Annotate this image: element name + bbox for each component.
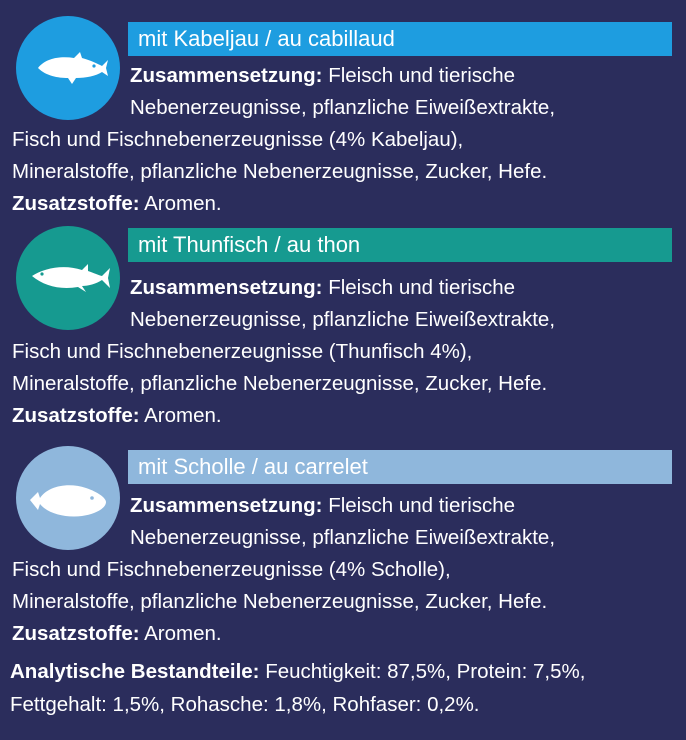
composition-line-2: Nebenerzeugnisse, pflanzliche Eiweißextrakte,	[130, 308, 556, 331]
additives-value: Aromen.	[139, 404, 222, 427]
composition-line-1	[130, 64, 515, 88]
tuna-fish-icon	[16, 226, 120, 330]
composition-label: Zusammensetzung:	[130, 494, 323, 517]
composition-line-4: Mineralstoffe, pflanzliche Nebenerzeugnisse, Zucker, Hefe.	[12, 160, 548, 183]
composition-line-1	[130, 276, 515, 300]
composition-label: Zusammensetzung:	[130, 64, 323, 87]
composition-line-2: Nebenerzeugnisse, pflanzliche Eiweißextrakte,	[130, 526, 556, 549]
composition-label: Zusammensetzung:	[130, 276, 323, 299]
analytics-values: Feuchtigkeit: 87,5%, Protein: 7,5%,	[259, 660, 586, 683]
additives-line	[12, 622, 222, 646]
variant-title-bar: mit Thunfisch / au thon	[128, 228, 672, 262]
analytics-label: Analytische Bestandteile:	[10, 660, 260, 683]
kabeljau-badge	[16, 16, 120, 120]
composition-line-4: Mineralstoffe, pflanzliche Nebenerzeugnisse, Zucker, Hefe.	[12, 372, 548, 395]
composition-text: Fleisch und tierische	[322, 276, 516, 299]
thunfisch-badge	[16, 226, 120, 330]
variant-title-bar: mit Scholle / au carrelet	[128, 450, 672, 484]
composition-line-3: Fisch und Fischnebenerzeugnisse (4% Scholle),	[12, 558, 451, 581]
variant-title-bar: mit Kabeljau / au cabillaud	[128, 22, 672, 56]
additives-value: Aromen.	[139, 192, 222, 215]
analytics-line-2: Fettgehalt: 1,5%, Rohasche: 1,8%, Rohfaser: 0,2%.	[10, 693, 480, 716]
additives-label: Zusatzstoffe:	[12, 404, 140, 427]
additives-line	[12, 404, 222, 428]
variant-kabeljau	[0, 0, 686, 220]
variant-scholle	[0, 440, 686, 650]
composition-line-4: Mineralstoffe, pflanzliche Nebenerzeugnisse, Zucker, Hefe.	[12, 590, 548, 613]
composition-line-1	[130, 494, 515, 518]
variant-thunfisch	[0, 222, 686, 432]
additives-value: Aromen.	[139, 622, 222, 645]
composition-text: Fleisch und tierische	[322, 64, 516, 87]
additives-line	[12, 192, 222, 216]
additives-label: Zusatzstoffe:	[12, 622, 140, 645]
composition-line-3: Fisch und Fischnebenerzeugnisse (4% Kabeljau),	[12, 128, 464, 151]
plaice-fish-icon	[16, 446, 120, 550]
composition-text: Fleisch und tierische	[322, 494, 516, 517]
cod-fish-icon	[16, 16, 120, 120]
analytics-line-1	[10, 660, 585, 684]
composition-line-3: Fisch und Fischnebenerzeugnisse (Thunfisch 4%),	[12, 340, 473, 363]
composition-line-2: Nebenerzeugnisse, pflanzliche Eiweißextrakte,	[130, 96, 556, 119]
scholle-badge	[16, 446, 120, 550]
additives-label: Zusatzstoffe:	[12, 192, 140, 215]
